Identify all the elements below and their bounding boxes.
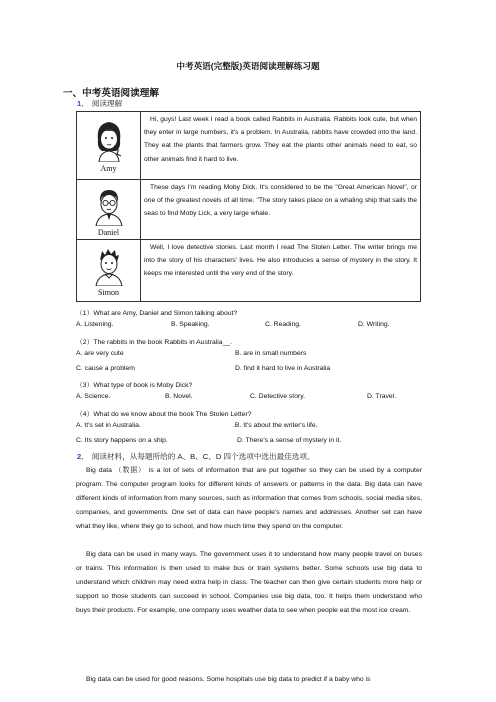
question-stem: （1）What are Amy, Daniel and Simon talking about?	[76, 310, 238, 317]
passage-paragraph: Big data can be used for good reasons. Some hospitals use big data to predict if a baby who is	[86, 676, 371, 683]
portrait-cell	[77, 240, 141, 302]
answer-option: C. cause a problem	[76, 365, 135, 372]
answer-option: .B. It's about the writer's life.	[233, 422, 318, 429]
answer-option: B. Novel.	[165, 393, 193, 400]
item-1-label: 阅读理解	[91, 99, 123, 108]
document-title: 中考英语(完整版)英语阅读理解练习题	[176, 61, 320, 71]
person-name: Amy	[100, 164, 117, 173]
answer-option: C. Detective story.	[250, 393, 306, 400]
answer-option: B. are in small numbers	[235, 350, 307, 357]
answer-option: B. Speaking.	[171, 321, 210, 328]
daniel-portrait-icon	[90, 186, 128, 226]
item-2-heading	[77, 451, 315, 462]
table-row-simon	[77, 240, 421, 302]
passage-paragraph: Big data can be used in many ways. The government uses it to understand how many people travel on buses or trains. This information is then used to make bus or train systems better. Some schools use big data to understand which children may need extra help in class. The teacher can then give certain students more help or support so those students can succeed in school. Companies use big data, too. It helps them understand who buys their products. For example, one company uses weather data to see when people eat the most ice cream.	[76, 551, 422, 614]
item-2-number: 2．	[77, 452, 89, 461]
answer-option: A. Listening.	[76, 321, 114, 328]
question-stem: （3）What type of book is Moby Dick?	[76, 382, 193, 389]
item-1-heading	[77, 98, 122, 109]
table-row-amy	[77, 112, 421, 180]
answer-option: C. Its story happens on a ship.	[76, 437, 168, 444]
simon-portrait-icon	[90, 246, 128, 286]
answer-option: D. find it hard to live in Australia	[235, 365, 331, 372]
item-1-number: 1．	[77, 99, 89, 108]
question-stem: （2）The rabbits in the book Rabbits in Australia__.	[76, 339, 233, 346]
passage-paragraph: Big data （数据） is a lot of sets of information that are put together so they can be used by a computer program. The computer program looks for different kinds of answers or patterns in the data. Big data can have different kinds of information from many sources, such as information that comes from schools, social media sites, companies, and governments. One set of data can have people's names and addresses. Another set can have what they like, where they go to school, and how much time they spend on the computer.	[76, 467, 422, 530]
question-stem: （4）What do we know about the book The Stolen Letter?	[76, 411, 252, 418]
daniel-text: These days I'm reading Moby Dick. It's considered to be the "Great American Novel", or one of the greatest novels of all time. "The story takes place on a whaling ship that sails the seas to find Moby Lick, a very large whale.	[141, 180, 421, 240]
answer-option: A. Science.	[76, 393, 111, 400]
answer-option: D. Writing.	[358, 321, 390, 328]
table-row-daniel	[77, 180, 421, 240]
answer-option: C. Reading.	[265, 321, 301, 328]
section-heading: 一、中考英语阅读理解	[63, 88, 159, 99]
amy-text: Hi, guys! Last week I read a book called Rabbits in Australia. Rabbits look cute, but when they enter in large numbers, it's a problem. In Australia, rabbits have crowded into the land. They eat the plants that farmers grow. They eat the plants other animals need to eat, so other animals find it hard to live.	[141, 112, 421, 180]
reading-table	[76, 111, 421, 302]
person-name: Simon	[98, 288, 119, 297]
answer-option: D. There's a sense of mystery in it.	[237, 437, 342, 444]
answer-option: A. are very cute	[76, 350, 124, 357]
portrait-cell	[77, 112, 141, 180]
answer-option: A. It's set in Australia.	[76, 422, 141, 429]
simon-text: Well, I love detective stories. Last month I read The Stolen Letter. The writer brings me into the story of his characters' lives. He also introduces a sense of mystery in the story. It keeps me interested until the very end of the story.	[141, 240, 421, 302]
item-2-label: 阅读材料，从每题所给的 A、B、C、D 四个选项中选出最佳选项。	[91, 452, 315, 461]
answer-option: D. Travel.	[367, 393, 397, 400]
person-name: Daniel	[97, 228, 120, 237]
portrait-cell	[77, 180, 141, 240]
amy-portrait-icon	[90, 118, 128, 162]
